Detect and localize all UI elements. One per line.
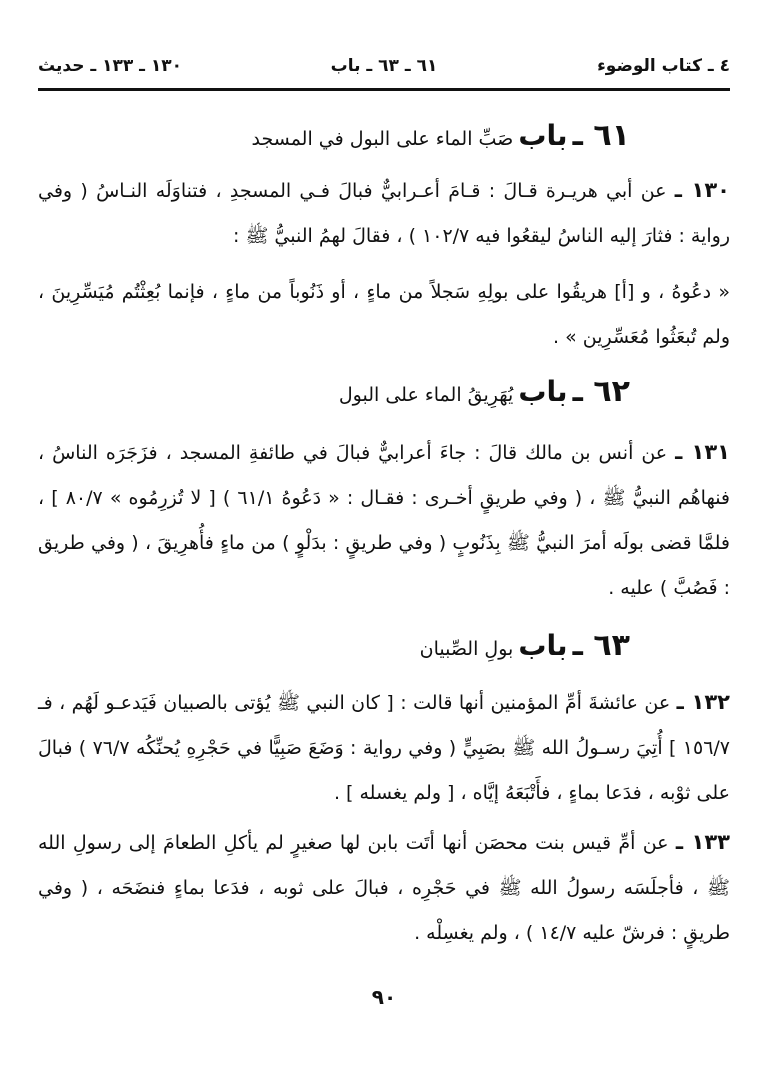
book-page — [38, 40, 730, 1070]
hadith-132 — [38, 680, 730, 816]
hadith-131 — [38, 430, 730, 611]
running-header — [38, 40, 730, 76]
hadith-text: عن عائشةَ أمِّ المؤمنين أنها قالت : [ كان النبي ﷺ يُؤتى بالصبيان فَيَدعـو لَهُم ، فـ ١٥٦/٧ ] أُتِيَ رسـولُ الله ﷺ بصَبِيٍّ ( وفي رواية : وَضَعَ صَبِيًّا في حَجْرِهِ يُحنِّكُه ٧٦/٧ ) فبالَ على ثوْبه ، فدَعا بماءٍ ، فأَتْبَعَهُ إيَّاه ، [ ولم يغسله ] . — [38, 692, 731, 804]
section-title: بولِ الصِّبيان — [419, 638, 514, 660]
hadith-text: عن أنس بن مالك قالَ : جاءَ أعرابيٌّ فبالَ في طائفةِ المسجد ، فزَجَرَه الناسُ ، فنهاهُم النبيُّ ﷺ ، ( وفي طريقٍ أخـرى : فقـال : « دَعُوهُ ٦١/١ ) [ لا تُزرِمُوه » ٨٠/٧ ] ، فلمَّا قضى بولَه أمرَ النبيُّ ﷺ بِذَنُوبٍ ( وفي طريقٍ : بدَلْوٍ ) من ماءٍ فأُهرِيقَ ، ( وفي طريق : فَصُبَّ ) عليه . — [38, 442, 731, 599]
section-heading-63 — [38, 628, 730, 663]
hadith-130 — [38, 168, 730, 259]
hadith-number: ١٣٣ ـ — [675, 830, 730, 854]
header-rule — [38, 88, 730, 91]
hadith-number: ١٣٢ ـ — [676, 690, 730, 714]
hadith-range: ١٣٠ ـ ١٣٣ ـ حديث — [38, 56, 183, 76]
hadith-text: عن أمِّ قيس بنت محصَن أنها أتَت بابن لها صغيرٍ لم يأكلِ الطعامَ إلى رسولِ الله ﷺ ، فأجلَسَه رسولُ الله ﷺ في حَجْرِه ، فبالَ على ثوبه ، فدَعا بماءٍ فنضَحَه ، ( وفي طريقٍ : فرشّ عليه ١٤/٧ ) ، ولم يغسِلْه . — [38, 832, 730, 944]
hadith-text: عن أبي هريـرة قـالَ : قـامَ أعـرابيٌّ فبالَ فـي المسجدِ ، فتناوَلَه النـاسُ ( وفي رواية : فثارَ إليه الناسُ ليقعُوا فيه ١٠٢/٧ ) ، فقالَ لهمُ النبيُّ ﷺ : — [38, 180, 730, 247]
chapter-title: ٤ ـ كتاب الوضوء — [597, 56, 730, 76]
section-number: ٦٣ ـ — [572, 628, 630, 663]
section-bab-label: باب — [518, 119, 568, 152]
section-heading-62 — [38, 374, 730, 409]
section-title: صَبِّ الماء على البول في المسجد — [251, 128, 514, 150]
section-title: يُهَرِيقُ الماء على البول — [338, 384, 514, 406]
hadith-number: ١٣١ ـ — [675, 440, 730, 464]
section-number: ٦٢ ـ — [572, 374, 630, 409]
hadith-number: ١٣٠ ـ — [674, 178, 730, 202]
chapters-range: ٦١ ـ ٦٣ ـ باب — [330, 56, 438, 76]
hadith-quote: « دعُوهُ ، و [أ] هريقُوا على بولِهِ سَجلاً من ماءٍ ، أو ذَنُوباً من ماءٍ ، فإنما بُعِثْتُم مُيَسِّرِينَ ، ولم تُبعَثُوا مُعَسِّرِين » . — [38, 281, 730, 348]
section-heading-61 — [38, 118, 730, 153]
section-bab-label: باب — [518, 375, 568, 408]
hadith-130-quote — [38, 270, 730, 360]
section-number: ٦١ ـ — [572, 118, 630, 153]
section-bab-label: باب — [518, 629, 568, 662]
page-number: ٩٠ — [371, 985, 397, 1009]
hadith-133 — [38, 820, 730, 956]
